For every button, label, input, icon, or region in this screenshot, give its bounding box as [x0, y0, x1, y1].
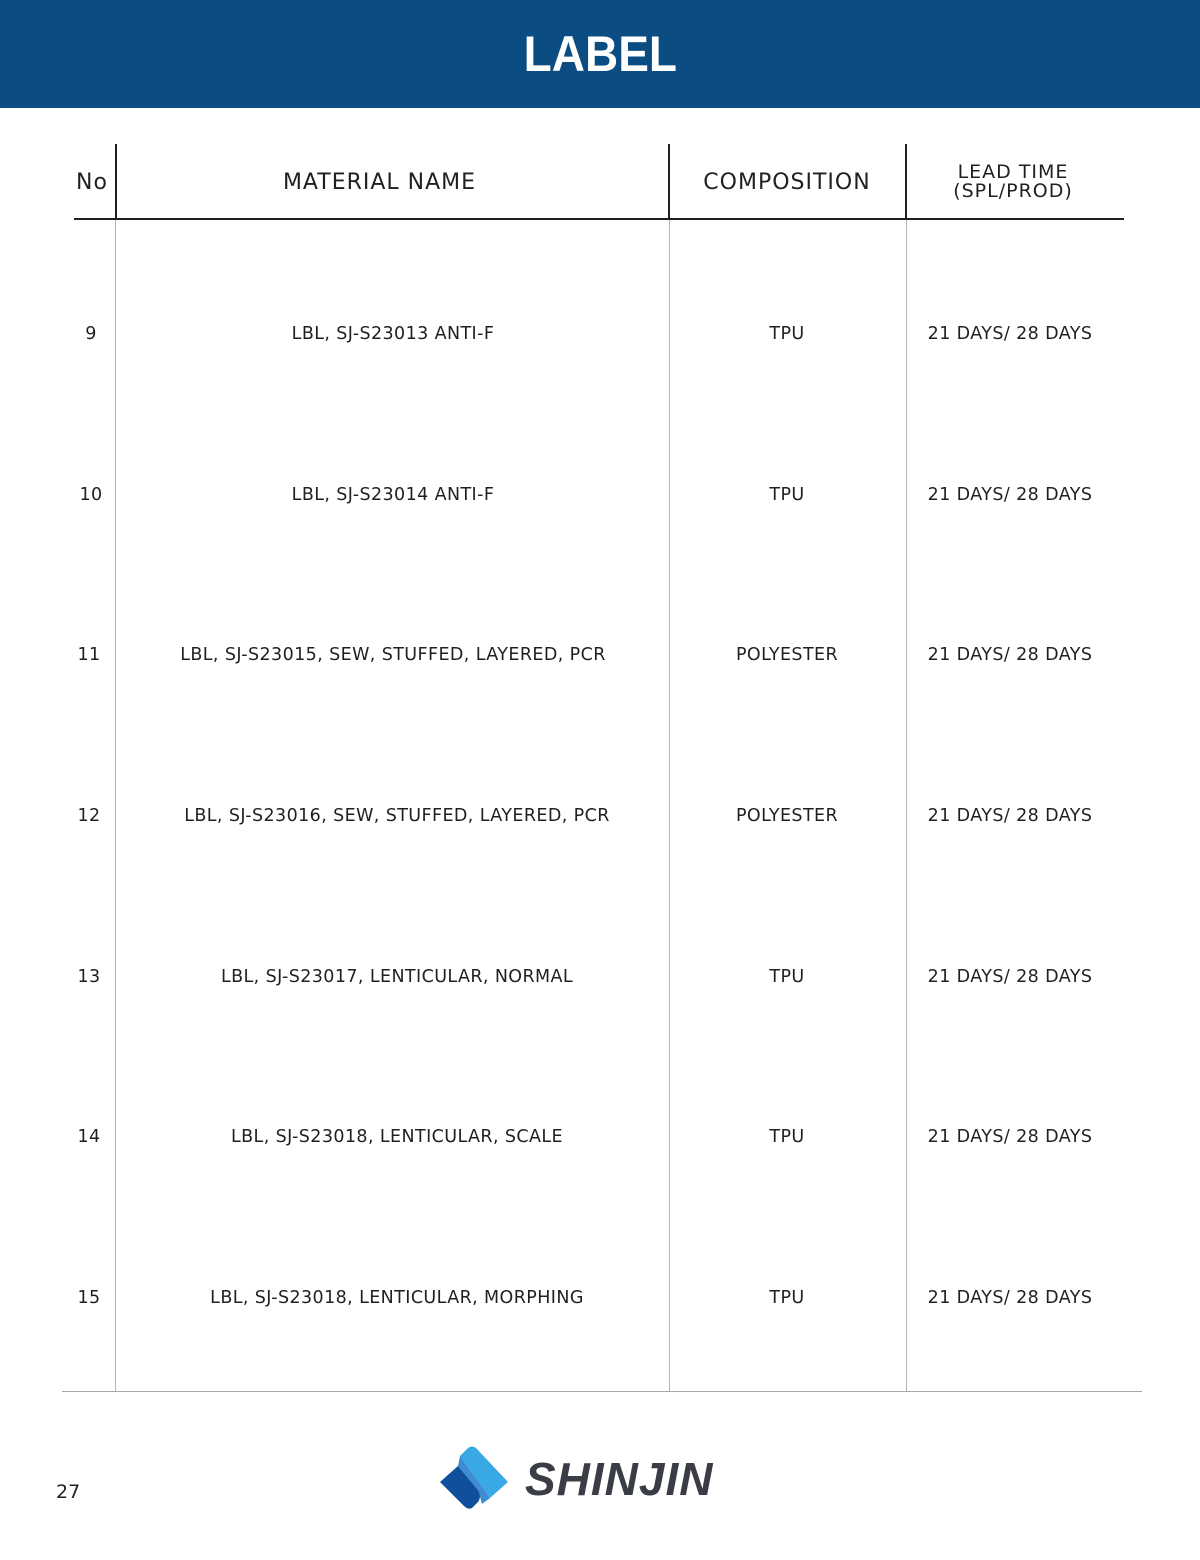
row-no: 10: [79, 485, 103, 505]
row-composition: TPU: [769, 967, 805, 987]
row-material: LBL, SJ-S23015, SEW, STUFFED, LAYERED, PCR: [180, 645, 606, 665]
row-material: LBL, SJ-S23018, LENTICULAR, SCALE: [231, 1127, 563, 1147]
table-bottom-rule: [62, 1391, 1142, 1392]
row-material: LBL, SJ-S23018, LENTICULAR, MORPHING: [210, 1288, 584, 1308]
row-material: LBL, SJ-S23013 ANTI-F: [291, 324, 495, 344]
column-header-lead-time: [907, 145, 1119, 219]
row-no: 15: [77, 1288, 101, 1308]
row-lead-time: 21 DAYS/ 28 DAYS: [927, 645, 1093, 665]
column-header-material: MATERIAL NAME: [282, 169, 477, 195]
row-lead-time: 21 DAYS/ 28 DAYS: [927, 485, 1093, 505]
row-material: LBL, SJ-S23016, SEW, STUFFED, LAYERED, PCR: [184, 806, 610, 826]
page-title: LABEL: [523, 26, 677, 82]
row-composition: TPU: [769, 1127, 805, 1147]
row-no: 14: [77, 1127, 101, 1147]
row-lead-time: 21 DAYS/ 28 DAYS: [927, 806, 1093, 826]
column-header-no: No: [76, 169, 108, 195]
row-lead-time: 21 DAYS/ 28 DAYS: [927, 967, 1093, 987]
lead-time-header-line1: LEAD TIME: [957, 161, 1069, 183]
row-no: 12: [77, 806, 101, 826]
page-number: 27: [56, 1481, 81, 1503]
row-composition: TPU: [769, 485, 805, 505]
row-material: LBL, SJ-S23014 ANTI-F: [291, 485, 495, 505]
header-banner: [0, 0, 1200, 108]
row-composition: POLYESTER: [735, 806, 839, 826]
row-lead-time: 21 DAYS/ 28 DAYS: [927, 324, 1093, 344]
row-lead-time: 21 DAYS/ 28 DAYS: [927, 1127, 1093, 1147]
row-no: 11: [77, 645, 101, 665]
row-no: 9: [85, 324, 97, 344]
row-no: 13: [77, 967, 101, 987]
row-composition: TPU: [769, 1288, 805, 1308]
column-header-composition: COMPOSITION: [703, 169, 871, 195]
brand-wordmark: SHINJIN: [525, 1453, 714, 1505]
row-lead-time: 21 DAYS/ 28 DAYS: [927, 1288, 1093, 1308]
lead-time-header-line2: (SPL/PROD): [953, 180, 1073, 202]
column-divider: [115, 220, 116, 1392]
row-composition: POLYESTER: [735, 645, 839, 665]
row-material: LBL, SJ-S23017, LENTICULAR, NORMAL: [220, 967, 574, 987]
row-composition: TPU: [769, 324, 805, 344]
shinjin-logo-icon: [438, 1446, 510, 1510]
